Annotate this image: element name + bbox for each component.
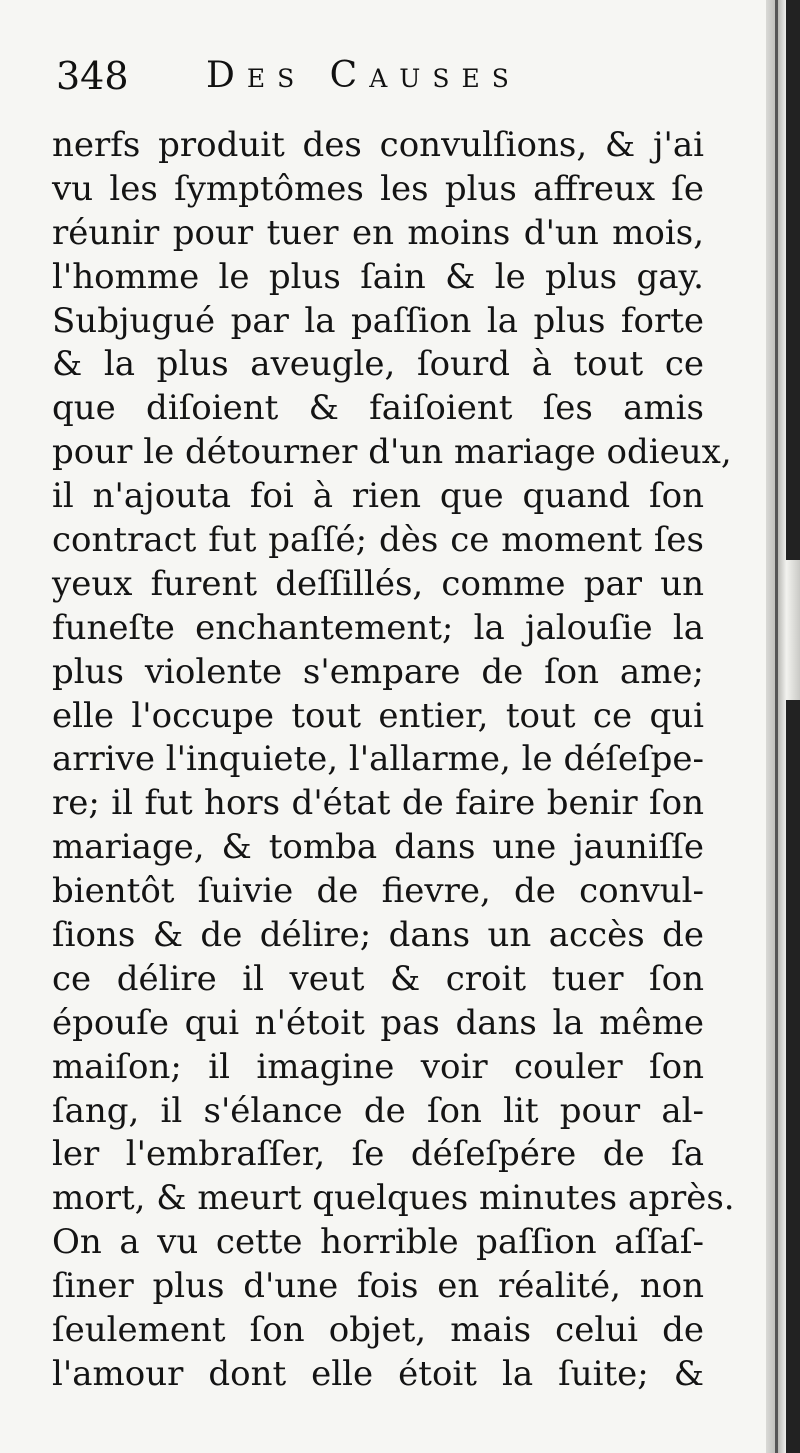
text-line: ce délire il veut & croit tuer ſon	[52, 958, 704, 999]
text-line: il n'ajouta foi à rien que quand ſon	[52, 476, 704, 517]
text-line: contract fut paſſé; dès ce moment ſes	[52, 520, 704, 561]
page-number: 348	[56, 54, 129, 98]
text-line: maiſon; il imagine voir couler ſon	[52, 1046, 704, 1087]
text-line: & la plus aveugle, ſourd à tout ce	[52, 344, 704, 385]
text-line: ſions & de délire; dans un accès de	[52, 915, 704, 956]
text-line: réunir pour tuer en moins d'un mois,	[52, 212, 704, 253]
text-line: re; il fut hors d'état de faire benir ſon	[52, 783, 704, 824]
text-line: ler l'embraſſer, ſe déſeſpére de ſa	[52, 1134, 704, 1175]
text-line: mort, & meurt quelques minutes après.	[52, 1178, 735, 1219]
text-line: ſang, il s'élance de ſon lit pour al-	[52, 1090, 704, 1131]
text-line: pour le détourner d'un mariage odieux,	[52, 432, 732, 473]
text-line: arrive l'inquiete, l'allarme, le déſeſpe-	[52, 739, 704, 780]
text-line: plus violente s'empare de ſon ame;	[52, 651, 704, 692]
text-line: yeux furent deſſillés, comme par un	[52, 563, 704, 604]
text-line: l'homme le plus ſain & le plus gay.	[52, 256, 704, 297]
running-head: Des Causes	[206, 55, 521, 96]
body-text	[52, 124, 735, 1397]
text-line: vu les ſymptômes les plus affreux ſe	[52, 168, 704, 209]
text-line: funeſte enchantement; la jalouſie la	[52, 607, 704, 648]
text-line: bientôt ſuivie de fievre, de convul-	[52, 871, 704, 912]
text-line: épouſe qui n'étoit pas dans la même	[52, 1002, 704, 1043]
text-line: On a vu cette horrible paſſion aſſaſ-	[52, 1222, 704, 1263]
text-line: mariage, & tomba dans une jauniſſe	[52, 827, 704, 868]
text-line: que diſoient & faiſoient ſes amis	[52, 388, 704, 429]
page-header	[56, 48, 756, 104]
text-line: l'amour dont elle étoit la ſuite; &	[52, 1353, 704, 1394]
text-line: ſeulement ſon objet, mais celui de	[52, 1310, 704, 1351]
text-line: elle l'occupe tout entier, tout ce qui	[52, 695, 704, 736]
page-edge-shadow	[786, 0, 800, 560]
text-line: nerfs produit des convulſions, & j'ai	[52, 125, 704, 165]
text-line: Subjugué par la paſſion la plus forte	[52, 300, 704, 341]
page-edge-shadow	[786, 700, 800, 1453]
text-line: ſiner plus d'une fois en réalité, non	[52, 1266, 704, 1307]
page-edge-line	[775, 0, 778, 1453]
